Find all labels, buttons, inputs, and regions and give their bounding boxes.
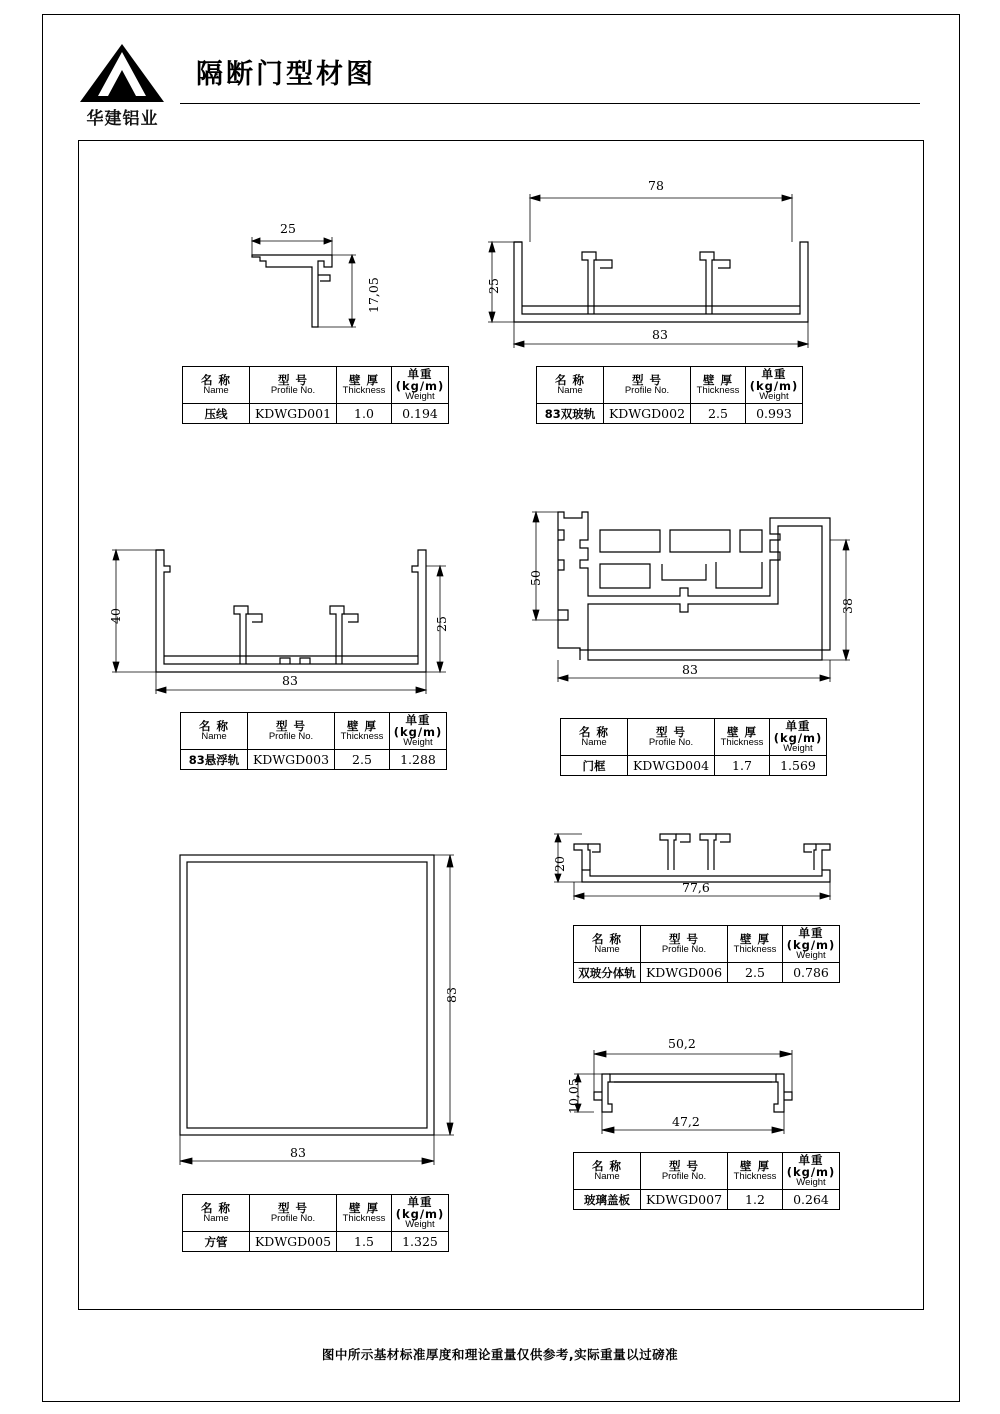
header-thickness-cn: 壁 厚 xyxy=(346,719,377,734)
header-model-cn: 型 号 xyxy=(655,725,686,740)
cell-name: 方管 xyxy=(204,1235,228,1250)
header-model-cn: 型 号 xyxy=(631,373,662,388)
cell-thickness: 2.5 xyxy=(728,963,783,983)
company-logo xyxy=(70,42,175,137)
header-weight-en: Weight xyxy=(405,1219,435,1231)
cell-name: 双玻分体轨 xyxy=(578,966,636,981)
header-name-en: Name xyxy=(203,385,229,397)
dimension-label: 83 xyxy=(652,327,668,342)
header-weight-cn: 单重(kg/m) xyxy=(786,926,836,953)
header-model-en: Profile No. xyxy=(268,731,314,743)
dimension-label: 25 xyxy=(486,278,501,294)
table-header-row xyxy=(183,1195,449,1232)
header-weight-en: Weight xyxy=(403,737,433,749)
spec-table-kdwgd005 xyxy=(182,1194,449,1252)
cell-thickness: 1.0 xyxy=(337,404,392,424)
table-row xyxy=(183,404,449,424)
cell-weight: 0.194 xyxy=(392,404,449,424)
spec-table-kdwgd007 xyxy=(573,1152,840,1210)
header-weight-cn: 单重(kg/m) xyxy=(395,1195,445,1222)
header-name-en: Name xyxy=(201,731,227,743)
table-header-row xyxy=(181,713,447,750)
figure-kdwgd001 xyxy=(240,221,410,345)
cell-thickness: 1.7 xyxy=(715,756,770,776)
header-weight-en: Weight xyxy=(796,1177,826,1189)
cell-thickness: 1.5 xyxy=(337,1232,392,1252)
header-name-cn: 名 称 xyxy=(198,719,229,734)
dimension-label: 25 xyxy=(434,616,449,632)
header-name-cn: 名 称 xyxy=(591,932,622,947)
table-row xyxy=(574,1190,840,1210)
dimension-label: 40 xyxy=(108,608,123,624)
header-weight-cn: 单重(kg/m) xyxy=(395,367,445,394)
header-model-en: Profile No. xyxy=(648,737,694,749)
header-name-en: Name xyxy=(594,1171,620,1183)
header-model-en: Profile No. xyxy=(270,385,316,397)
cell-name: 门框 xyxy=(582,759,606,774)
page-title: 隔断门型材图 xyxy=(196,59,376,90)
dimension-label: 10,05 xyxy=(566,1078,581,1114)
figure-kdwgd005 xyxy=(150,845,460,1175)
dimension-label: 25 xyxy=(280,221,296,236)
cell-thickness: 2.5 xyxy=(335,750,390,770)
header-weight-cn: 单重(kg/m) xyxy=(773,719,823,746)
title-underline xyxy=(180,103,920,104)
header-name-en: Name xyxy=(594,944,620,956)
table-row xyxy=(561,756,827,776)
header-model-en: Profile No. xyxy=(661,944,707,956)
dimension-label: 20 xyxy=(552,856,567,872)
figure-kdwgd007 xyxy=(566,1036,810,1145)
table-row xyxy=(537,404,803,424)
profile-cross-section-kdwgd005 xyxy=(150,845,460,1175)
header-weight-en: Weight xyxy=(405,391,435,403)
header-model-en: Profile No. xyxy=(624,385,670,397)
header-name-cn: 名 称 xyxy=(200,1201,231,1216)
cell-weight: 0.264 xyxy=(783,1190,840,1210)
header-thickness-en: Thickness xyxy=(720,737,764,749)
cell-name: 83悬浮轨 xyxy=(188,753,240,768)
spec-table-kdwgd006 xyxy=(573,925,840,983)
profile-cross-section-kdwgd002 xyxy=(500,182,830,332)
dimension-label: 83 xyxy=(282,673,298,688)
cell-weight: 0.786 xyxy=(783,963,840,983)
cell-weight: 1.288 xyxy=(390,750,447,770)
profile-cross-section-kdwgd007 xyxy=(580,1040,810,1145)
dimension-label: 78 xyxy=(648,178,664,193)
cell-thickness: 2.5 xyxy=(691,404,746,424)
company-logo-text: 华建铝业 xyxy=(86,109,159,129)
header-model-en: Profile No. xyxy=(661,1171,707,1183)
header-name-en: Name xyxy=(203,1213,229,1225)
header-name-cn: 名 称 xyxy=(591,1159,622,1174)
cell-model: KDWGD006 xyxy=(641,963,728,983)
cell-model: KDWGD003 xyxy=(248,750,335,770)
company-logo-icon xyxy=(78,42,166,104)
figure-kdwgd003 xyxy=(108,520,450,690)
table-header-row xyxy=(574,1153,840,1190)
table-row xyxy=(574,963,840,983)
header-weight-cn: 单重(kg/m) xyxy=(786,1153,836,1180)
header-thickness-en: Thickness xyxy=(696,385,740,397)
table-header-row xyxy=(183,367,449,404)
cell-weight: 0.993 xyxy=(746,404,803,424)
header-weight-en: Weight xyxy=(759,391,789,403)
header-name-cn: 名 称 xyxy=(554,373,585,388)
header-thickness-cn: 壁 厚 xyxy=(726,725,757,740)
header-thickness-cn: 壁 厚 xyxy=(702,373,733,388)
header-model-cn: 型 号 xyxy=(668,1159,699,1174)
cell-weight: 1.325 xyxy=(392,1232,449,1252)
table-header-row xyxy=(561,719,827,756)
cell-thickness: 1.2 xyxy=(728,1190,783,1210)
dimension-label: 83 xyxy=(290,1145,306,1160)
header-name-en: Name xyxy=(557,385,583,397)
dimension-label: 83 xyxy=(682,662,698,677)
profile-cross-section-kdwgd003 xyxy=(140,520,450,690)
spec-table-kdwgd004 xyxy=(560,718,827,776)
header-model-en: Profile No. xyxy=(270,1213,316,1225)
header-model-cn: 型 号 xyxy=(277,373,308,388)
cell-name: 压线 xyxy=(204,407,228,422)
cell-name: 83双玻轨 xyxy=(544,407,596,422)
header-thickness-cn: 壁 厚 xyxy=(348,1201,379,1216)
cell-weight: 1.569 xyxy=(770,756,827,776)
dimension-label: 38 xyxy=(840,598,855,614)
spec-table-kdwgd001 xyxy=(182,366,449,424)
header-thickness-en: Thickness xyxy=(733,944,777,956)
header-thickness-en: Thickness xyxy=(733,1171,777,1183)
header-thickness-cn: 壁 厚 xyxy=(739,932,770,947)
cell-model: KDWGD007 xyxy=(641,1190,728,1210)
cell-model: KDWGD005 xyxy=(250,1232,337,1252)
dimension-label: 17,05 xyxy=(366,277,381,313)
header-model-cn: 型 号 xyxy=(668,932,699,947)
header-name-en: Name xyxy=(581,737,607,749)
dimension-label: 47,2 xyxy=(672,1114,700,1129)
header-name-cn: 名 称 xyxy=(200,373,231,388)
header-weight-en: Weight xyxy=(783,743,813,755)
dimension-label: 77,6 xyxy=(682,880,710,895)
header-thickness-en: Thickness xyxy=(342,1213,386,1225)
profile-cross-section-kdwgd001 xyxy=(240,235,410,345)
header-model-cn: 型 号 xyxy=(275,719,306,734)
figure-kdwgd002 xyxy=(486,178,830,342)
dimension-label: 83 xyxy=(444,987,459,1003)
table-header-row xyxy=(537,367,803,404)
dimension-label: 50,2 xyxy=(668,1036,696,1051)
header-weight-en: Weight xyxy=(796,950,826,962)
spec-table-kdwgd003 xyxy=(180,712,447,770)
figure-kdwgd006 xyxy=(548,820,848,900)
header-weight-cn: 单重(kg/m) xyxy=(749,367,799,394)
table-header-row xyxy=(574,926,840,963)
table-row xyxy=(181,750,447,770)
cell-name: 玻璃盖板 xyxy=(584,1193,630,1208)
cell-model: KDWGD002 xyxy=(604,404,691,424)
header-thickness-en: Thickness xyxy=(340,731,384,743)
dimension-label: 50 xyxy=(528,570,543,586)
footer-note: 图中所示基材标准厚度和理论重量仅供参考,实际重量以过磅准 xyxy=(321,1347,679,1362)
cell-model: KDWGD001 xyxy=(250,404,337,424)
figure-kdwgd004 xyxy=(528,500,855,690)
spec-table-kdwgd002 xyxy=(536,366,803,424)
header-name-cn: 名 称 xyxy=(578,725,609,740)
header-weight-cn: 单重(kg/m) xyxy=(393,713,443,740)
header-thickness-cn: 壁 厚 xyxy=(739,1159,770,1174)
table-row xyxy=(183,1232,449,1252)
cell-model: KDWGD004 xyxy=(628,756,715,776)
header-model-cn: 型 号 xyxy=(277,1201,308,1216)
header-thickness-en: Thickness xyxy=(342,385,386,397)
header-thickness-cn: 壁 厚 xyxy=(348,373,379,388)
